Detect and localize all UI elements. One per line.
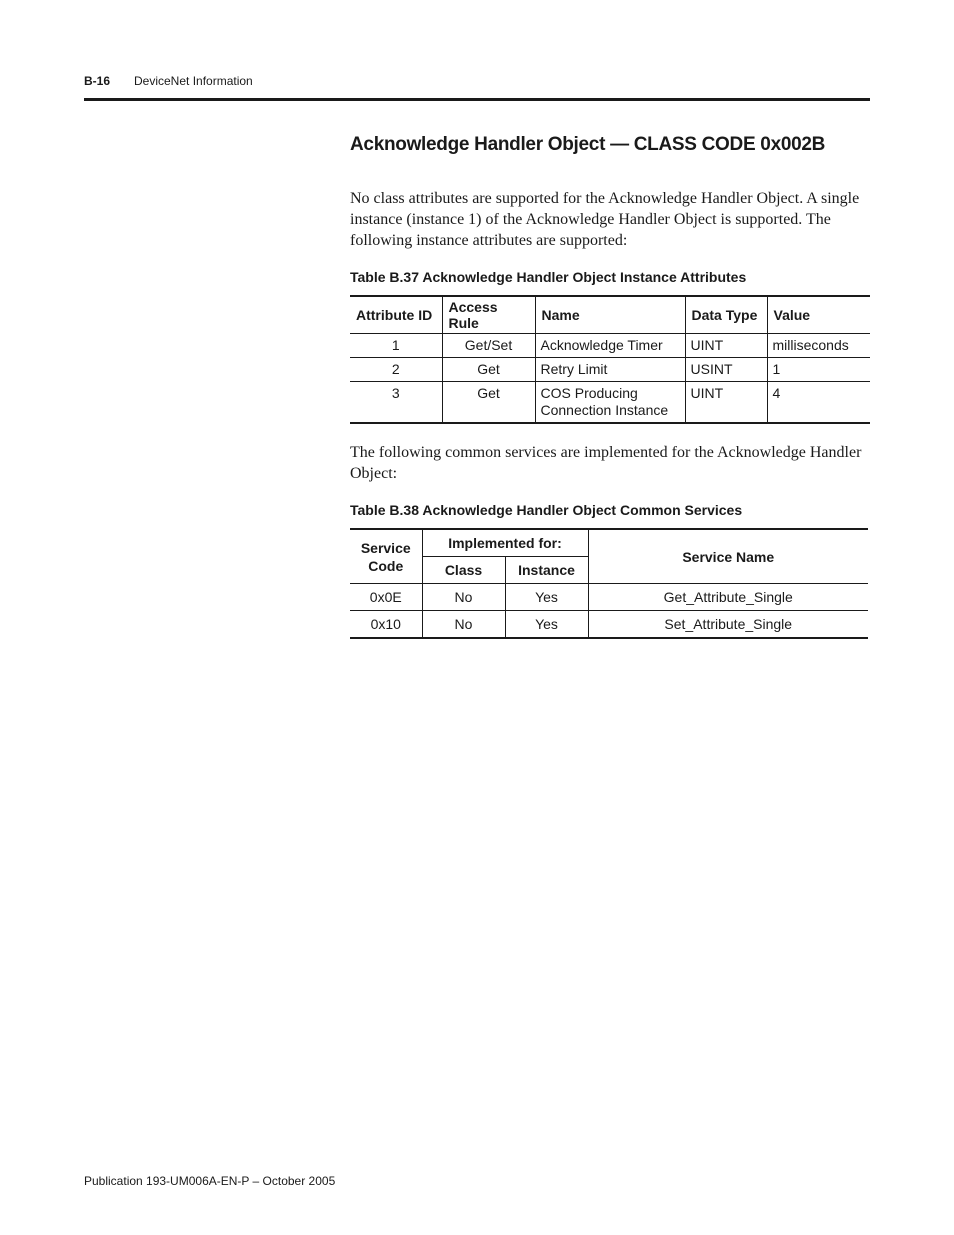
col-name: Name xyxy=(535,296,685,334)
col-instance: Instance xyxy=(505,557,588,584)
col-access-rule: Access Rule xyxy=(442,296,535,334)
col-class: Class xyxy=(422,557,505,584)
instance-attributes-table xyxy=(350,295,870,424)
cell-data-type: UINT xyxy=(685,334,767,358)
cell-service-code: 0x0E xyxy=(350,584,422,611)
cell-access-rule: Get/Set xyxy=(442,334,535,358)
page-heading: Acknowledge Handler Object — CLASS CODE 0x002B xyxy=(350,134,826,155)
cell-name: COS Producing Connection Instance xyxy=(535,382,685,424)
col-value: Value xyxy=(767,296,870,334)
cell-access-rule: Get xyxy=(442,382,535,424)
section-title: DeviceNet Information xyxy=(134,74,253,88)
cell-attribute-id: 2 xyxy=(350,358,442,382)
cell-value: milliseconds xyxy=(767,334,870,358)
intro-paragraph: No class attributes are supported for the Acknowledge Handler Object. A single instance (instance 1) of the Acknowledge Handler Object is supported. The following instance attributes are supported: xyxy=(350,190,860,249)
cell-name: Acknowledge Timer xyxy=(535,334,685,358)
table2-caption: Table B.38 Acknowledge Handler Object Common Services xyxy=(350,502,743,518)
cell-value: 1 xyxy=(767,358,870,382)
cell-instance: Yes xyxy=(505,584,588,611)
cell-service-name: Set_Attribute_Single xyxy=(588,611,868,639)
col-service-code: Service Code xyxy=(350,529,422,584)
table-header-row xyxy=(350,529,868,557)
main-content xyxy=(350,134,870,639)
col-service-name: Service Name xyxy=(588,529,868,584)
cell-attribute-id: 1 xyxy=(350,334,442,358)
services-paragraph: The following common services are implemented for the Acknowledge Handler Object: xyxy=(350,444,862,482)
col-implemented-for: Implemented for: xyxy=(422,529,588,557)
cell-service-name: Get_Attribute_Single xyxy=(588,584,868,611)
page-header xyxy=(84,72,870,101)
cell-attribute-id: 3 xyxy=(350,382,442,424)
cell-instance: Yes xyxy=(505,611,588,639)
cell-class: No xyxy=(422,584,505,611)
cell-name: Retry Limit xyxy=(535,358,685,382)
table-row xyxy=(350,611,868,639)
table-row xyxy=(350,382,870,424)
col-attribute-id: Attribute ID xyxy=(350,296,442,334)
table-row xyxy=(350,334,870,358)
table-row xyxy=(350,358,870,382)
cell-data-type: UINT xyxy=(685,382,767,424)
table-header-row xyxy=(350,296,870,334)
common-services-table xyxy=(350,528,868,639)
table1-caption: Table B.37 Acknowledge Handler Object Instance Attributes xyxy=(350,269,747,285)
page-number: B-16 xyxy=(84,74,111,88)
cell-access-rule: Get xyxy=(442,358,535,382)
col-data-type: Data Type xyxy=(685,296,767,334)
cell-value: 4 xyxy=(767,382,870,424)
cell-class: No xyxy=(422,611,505,639)
table-row xyxy=(350,584,868,611)
page-footer: Publication 193-UM006A-EN-P – October 2005 xyxy=(84,1174,336,1188)
cell-service-code: 0x10 xyxy=(350,611,422,639)
cell-data-type: USINT xyxy=(685,358,767,382)
